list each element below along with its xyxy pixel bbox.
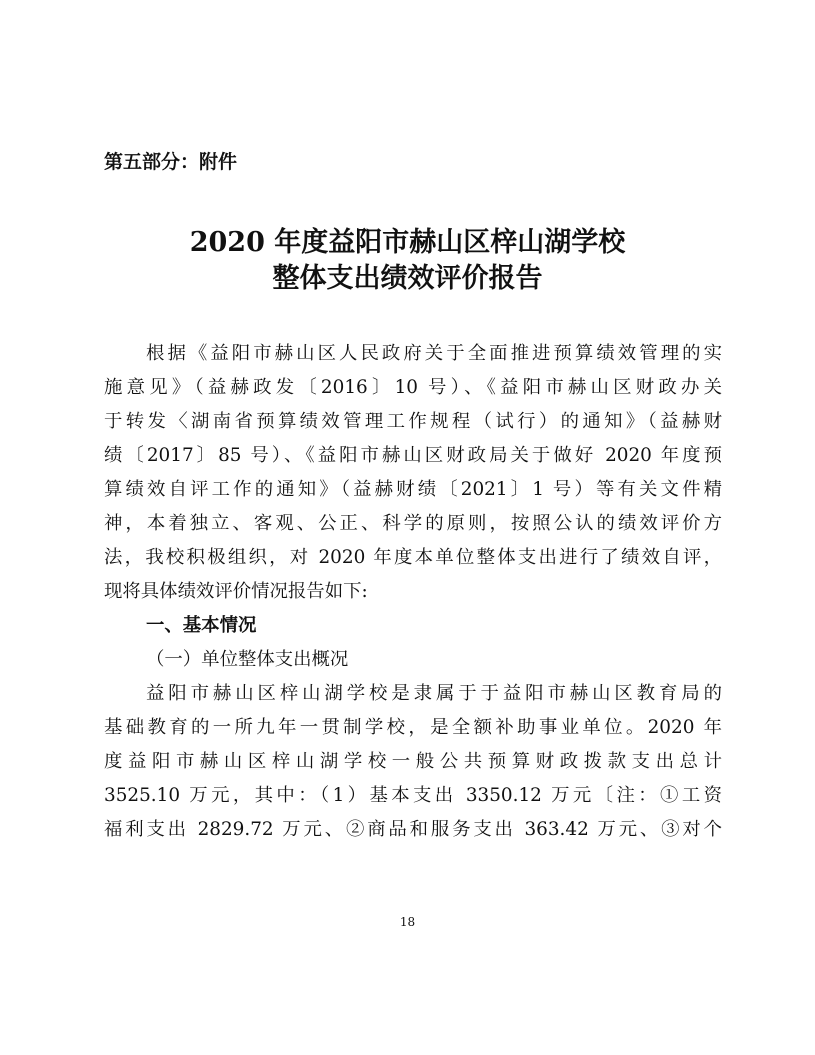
paragraph-line: 3525.10 万元，其中：（1）基本支出 3350.12 万元〔注：①工资 bbox=[104, 785, 722, 806]
report-body bbox=[104, 337, 722, 847]
paragraph-line: 于转发〈湖南省预算绩效管理工作规程（试行）的通知》（益赫财 bbox=[104, 411, 722, 432]
paragraph-line: 度益阳市赫山区梓山湖学校一般公共预算财政拨款支出总计 bbox=[104, 751, 722, 772]
report-title-line-1: 2020 年度益阳市赫山区梓山湖学校 bbox=[189, 227, 626, 258]
part-header: 第五部分：附件 bbox=[104, 151, 238, 173]
subsection-heading: （一）单位整体支出概况 bbox=[146, 649, 349, 670]
paragraph-line: 算绩效自评工作的通知》（益赫财绩〔2021〕1 号）等有关文件精 bbox=[104, 479, 722, 500]
paragraph-line: 法，我校积极组织，对 2020 年度本单位整体支出进行了绩效自评， bbox=[104, 547, 722, 568]
paragraph-line: 福利支出 2829.72 万元、②商品和服务支出 363.42 万元、③对个 bbox=[104, 819, 722, 840]
report-title-line-2: 整体支出绩效评价报告 bbox=[272, 263, 543, 294]
paragraph-line: 益阳市赫山区梓山湖学校是隶属于于益阳市赫山区教育局的 bbox=[146, 683, 722, 704]
section-heading: 一、基本情况 bbox=[146, 615, 257, 636]
page-number: 18 bbox=[399, 915, 416, 929]
paragraph-line: 施意见》（益赫政发〔2016〕10 号）、《益阳市赫山区财政办关 bbox=[104, 377, 722, 398]
paragraph-line: 根据《益阳市赫山区人民政府关于全面推进预算绩效管理的实 bbox=[146, 343, 722, 364]
paragraph-line: 绩〔2017〕85 号）、《益阳市赫山区财政局关于做好 2020 年度预 bbox=[104, 445, 722, 466]
paragraph-line: 现将具体绩效评价情况报告如下: bbox=[104, 581, 368, 602]
paragraph-line: 基础教育的一所九年一贯制学校，是全额补助事业单位。2020 年 bbox=[104, 717, 722, 738]
paragraph-line: 神，本着独立、客观、公正、科学的原则，按照公认的绩效评价方 bbox=[104, 513, 722, 534]
